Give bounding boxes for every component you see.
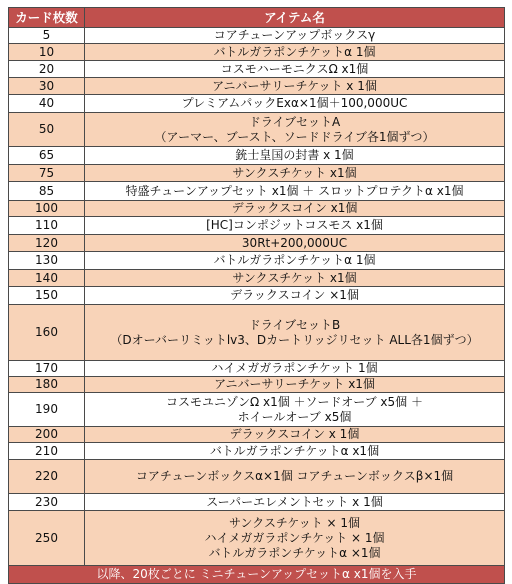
table-row — [9, 217, 505, 235]
card-count-cell: 220 — [9, 460, 85, 494]
card-count-cell: 130 — [9, 252, 85, 270]
card-count-cell: 190 — [9, 393, 85, 427]
item-name-line: ホイールオーブ x5個 — [237, 409, 352, 424]
item-name-line: ハイメガガラポンチケット × 1個 — [204, 530, 385, 545]
item-name-line: サンクスチケット x1個 — [232, 165, 357, 180]
item-name-cell — [85, 287, 505, 305]
item-name-line: デラックスコイン x1個 — [231, 201, 358, 215]
item-name-line: アニバーサリーチケット x1個 — [214, 377, 375, 391]
card-count-cell: 120 — [9, 235, 85, 252]
item-name-line: コアチューンアップボックスγ — [213, 28, 376, 42]
table-row — [9, 393, 505, 427]
item-name-cell — [85, 61, 505, 78]
item-name-line: バトルガラポンチケットα 1個 — [213, 253, 376, 267]
card-count-cell: 230 — [9, 494, 85, 511]
item-name-line: 30Rt+200,000UC — [241, 235, 348, 250]
item-name-cell — [85, 201, 505, 217]
item-name-cell — [85, 460, 505, 494]
header-card-count: カード枚数 — [9, 8, 85, 28]
item-name-cell — [85, 252, 505, 270]
table-row — [9, 28, 505, 44]
table-row — [9, 460, 505, 494]
item-name-line: サンクスチケット x1個 — [232, 270, 357, 285]
item-name-cell — [85, 305, 505, 361]
item-name-line: ドライブセットB — [248, 317, 341, 332]
table-row — [9, 443, 505, 460]
item-name-cell — [85, 113, 505, 147]
item-name-line: コアチューンボックスα×1個 コアチューンボックスβ×1個 — [135, 469, 454, 483]
footer-note: 以降、20枚ごとに ミニチューンアップセットα x1個を入手 — [9, 566, 505, 584]
item-name-line: バトルガラポンチケットα x1個 — [209, 443, 380, 458]
table-row — [9, 235, 505, 252]
card-count-cell: 30 — [9, 78, 85, 95]
card-count-cell: 110 — [9, 217, 85, 235]
item-name-line: [HC]コンポジットコスモス x1個 — [206, 218, 383, 232]
table-row — [9, 427, 505, 443]
item-name-cell — [85, 182, 505, 201]
card-count-cell: 210 — [9, 443, 85, 460]
item-name-cell — [85, 270, 505, 287]
card-count-cell: 50 — [9, 113, 85, 147]
item-name-cell — [85, 95, 505, 113]
item-name-cell — [85, 361, 505, 377]
table-row — [9, 78, 505, 95]
item-name-cell — [85, 377, 505, 393]
table-row — [9, 182, 505, 201]
reward-table-container — [8, 7, 504, 584]
table-row — [9, 44, 505, 61]
item-name-line: コスモハーモニクスΩ x1個 — [220, 61, 369, 76]
header-row — [9, 8, 505, 28]
table-row — [9, 305, 505, 361]
item-name-cell — [85, 44, 505, 61]
card-count-cell: 100 — [9, 201, 85, 217]
item-name-line: サンクスチケット × 1個 — [228, 515, 361, 530]
table-row — [9, 113, 505, 147]
item-name-line: （アーマー、ブースト、ソードドライブ各1個ずつ） — [154, 129, 435, 144]
item-name-line: 特盛チューンアップセット x1個 ＋ スロットプロテクトα x1個 — [125, 183, 464, 198]
item-name-cell — [85, 165, 505, 182]
table-row — [9, 494, 505, 511]
item-name-cell — [85, 427, 505, 443]
item-name-line: デラックスコイン x 1個 — [229, 427, 360, 441]
card-count-cell: 5 — [9, 28, 85, 44]
card-count-cell: 160 — [9, 305, 85, 361]
card-count-cell: 150 — [9, 287, 85, 305]
card-count-cell: 200 — [9, 427, 85, 443]
table-row — [9, 61, 505, 78]
footer-row — [9, 566, 505, 584]
item-name-line: プレミアムパックExα×1個＋100,000UC — [181, 96, 408, 110]
item-name-cell — [85, 78, 505, 95]
reward-rows — [9, 28, 505, 566]
header-item-name: アイテム名 — [85, 8, 505, 28]
item-name-cell — [85, 217, 505, 235]
item-name-line: スーパーエレメントセット x 1個 — [206, 494, 383, 509]
item-name-cell — [85, 235, 505, 252]
item-name-cell — [85, 443, 505, 460]
table-row — [9, 95, 505, 113]
item-name-line: デラックスコイン ×1個 — [230, 288, 359, 302]
table-row — [9, 165, 505, 182]
table-row — [9, 252, 505, 270]
reward-table — [8, 7, 505, 584]
card-count-cell: 75 — [9, 165, 85, 182]
table-row — [9, 147, 505, 165]
item-name-line: 銃士皇国の封書 x 1個 — [235, 148, 354, 162]
item-name-line: アニバーサリーチケット x 1個 — [212, 78, 377, 93]
item-name-line: ハイメガガラポンチケット 1個 — [211, 361, 378, 375]
card-count-cell: 170 — [9, 361, 85, 377]
table-row — [9, 270, 505, 287]
card-count-cell: 85 — [9, 182, 85, 201]
item-name-cell — [85, 147, 505, 165]
card-count-cell: 10 — [9, 44, 85, 61]
item-name-cell — [85, 494, 505, 511]
item-name-line: バトルガラポンチケットα ×1個 — [208, 545, 381, 560]
item-name-line: バトルガラポンチケットα 1個 — [213, 44, 376, 59]
card-count-cell: 180 — [9, 377, 85, 393]
table-row — [9, 511, 505, 566]
item-name-cell — [85, 28, 505, 44]
item-name-line: ドライブセットA — [248, 114, 341, 129]
table-row — [9, 287, 505, 305]
card-count-cell: 20 — [9, 61, 85, 78]
card-count-cell: 140 — [9, 270, 85, 287]
item-name-cell — [85, 393, 505, 427]
table-row — [9, 361, 505, 377]
item-name-cell — [85, 511, 505, 566]
item-name-line: コスモユニゾンΩ x1個 ＋ソードオーブ x5個 ＋ — [166, 394, 423, 409]
item-name-line: （Dオーバーリミットlv3、Dカートリッジリセット ALL各1個ずつ） — [110, 332, 479, 347]
card-count-cell: 250 — [9, 511, 85, 566]
table-row — [9, 377, 505, 393]
table-row — [9, 201, 505, 217]
card-count-cell: 65 — [9, 147, 85, 165]
card-count-cell: 40 — [9, 95, 85, 113]
